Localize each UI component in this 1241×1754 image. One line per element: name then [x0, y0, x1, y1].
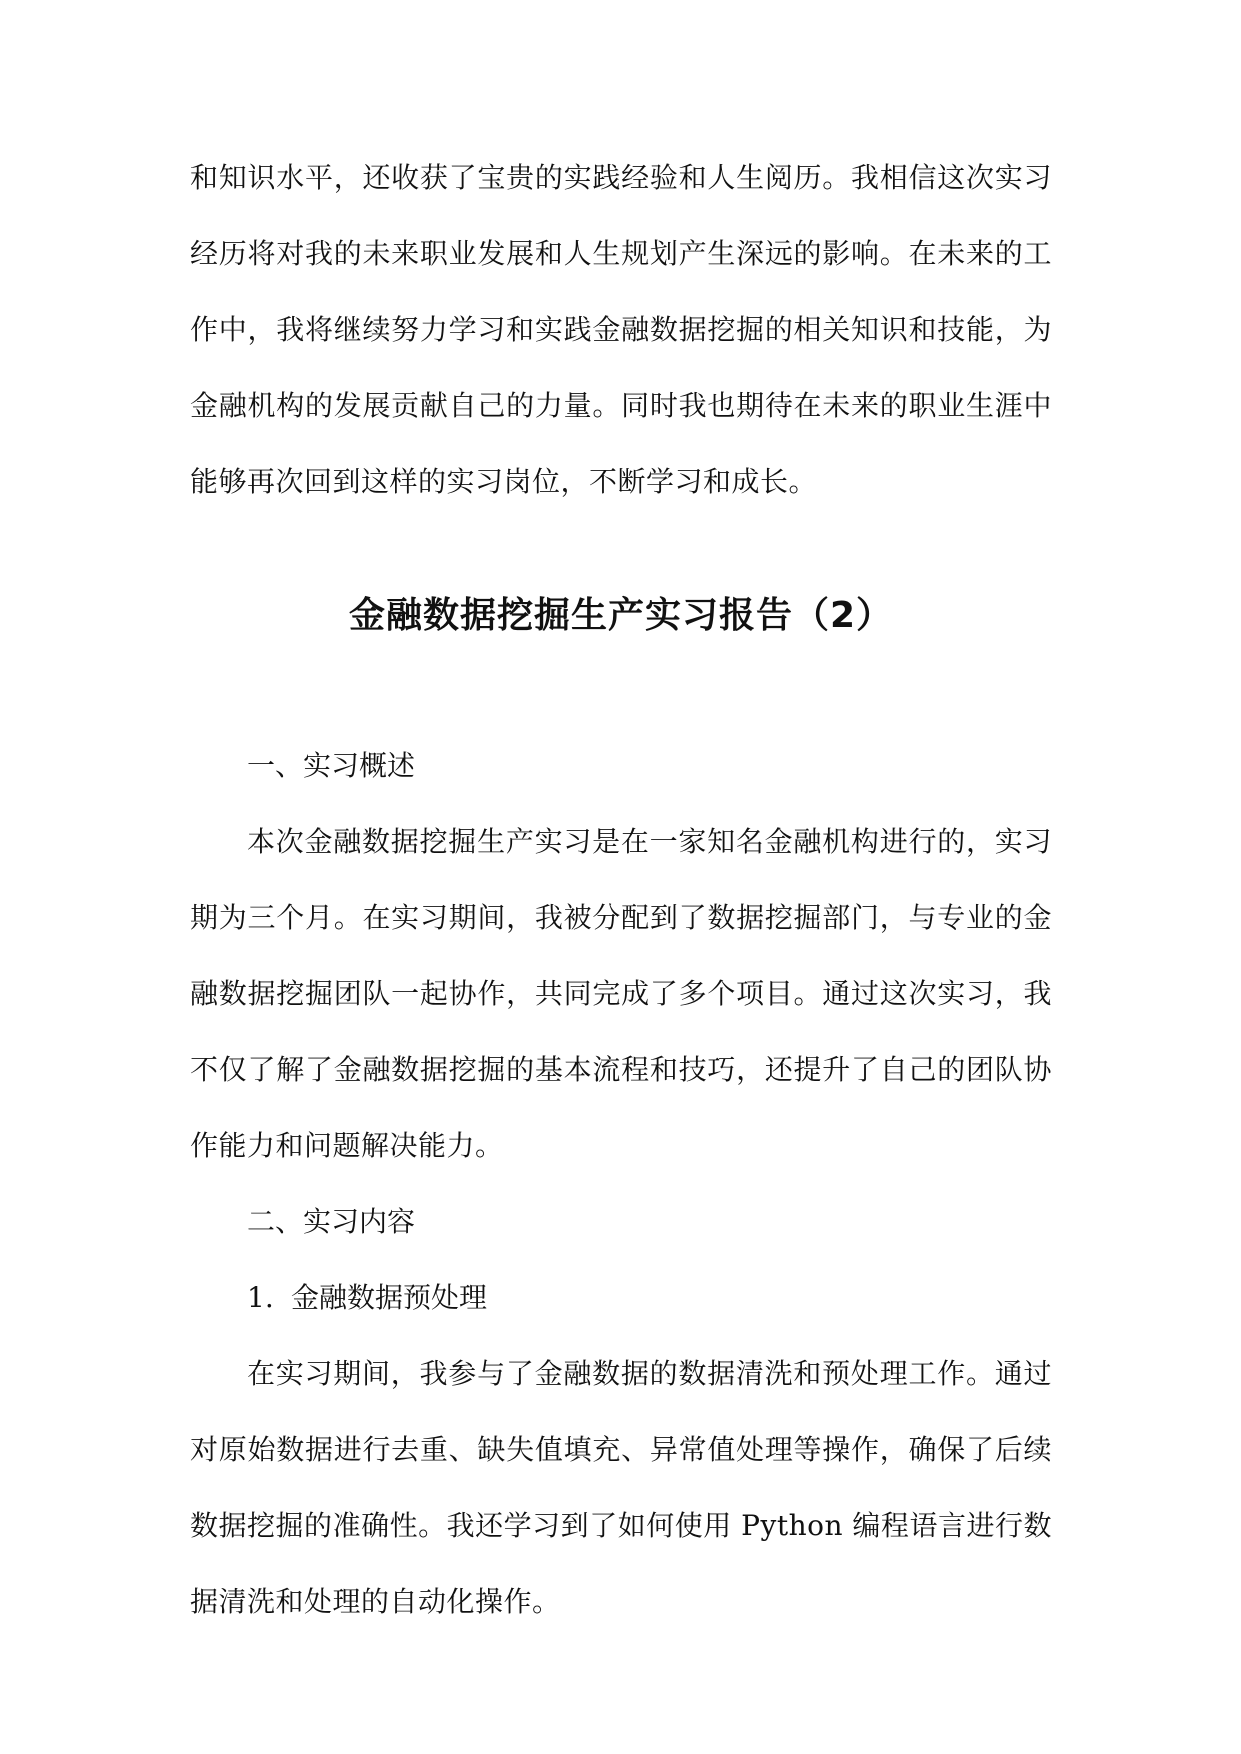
subsection-label: 金融数据预处理	[291, 1281, 488, 1314]
overview-paragraph: 本次金融数据挖掘生产实习是在一家知名金融机构进行的，实习期为三个月。在实习期间，我被分配到了数据挖掘部门，与专业的金融数据挖掘团队一起协作，共同完成了多个项目。通过这次实习，我不仅了解了金融数据挖掘的基本流程和技巧，还提升了自己的团队协作能力和问题解决能力。	[190, 825, 1052, 1162]
preprocessing-paragraph: 在实习期间，我参与了金融数据的数据清洗和预处理工作。通过对原始数据进行去重、缺失值填充、异常值处理等操作，确保了后续数据挖掘的准确性。我还学习到了如何使用 Python 编程语言进行数据清洗和处理的自动化操作。	[190, 1357, 1052, 1618]
subsection-heading-preprocessing	[190, 1260, 1052, 1336]
continuation-paragraph: 和知识水平，还收获了宝贵的实践经验和人生阅历。我相信这次实习经历将对我的未来职业发展和人生规划产生深远的影响。在未来的工作中，我将继续努力学习和实践金融数据挖掘的相关知识和技能，为金融机构的发展贡献自己的力量。同时我也期待在未来的职业生涯中能够再次回到这样的实习岗位，不断学习和成长。	[190, 161, 1052, 498]
page-content	[190, 140, 1052, 1640]
report-title: 金融数据挖掘生产实习报告（2）	[348, 595, 894, 636]
section-heading-content: 二、实习内容	[247, 1205, 416, 1238]
subsection-number: 1.	[247, 1281, 274, 1314]
section-heading-overview: 一、实习概述	[247, 749, 416, 782]
